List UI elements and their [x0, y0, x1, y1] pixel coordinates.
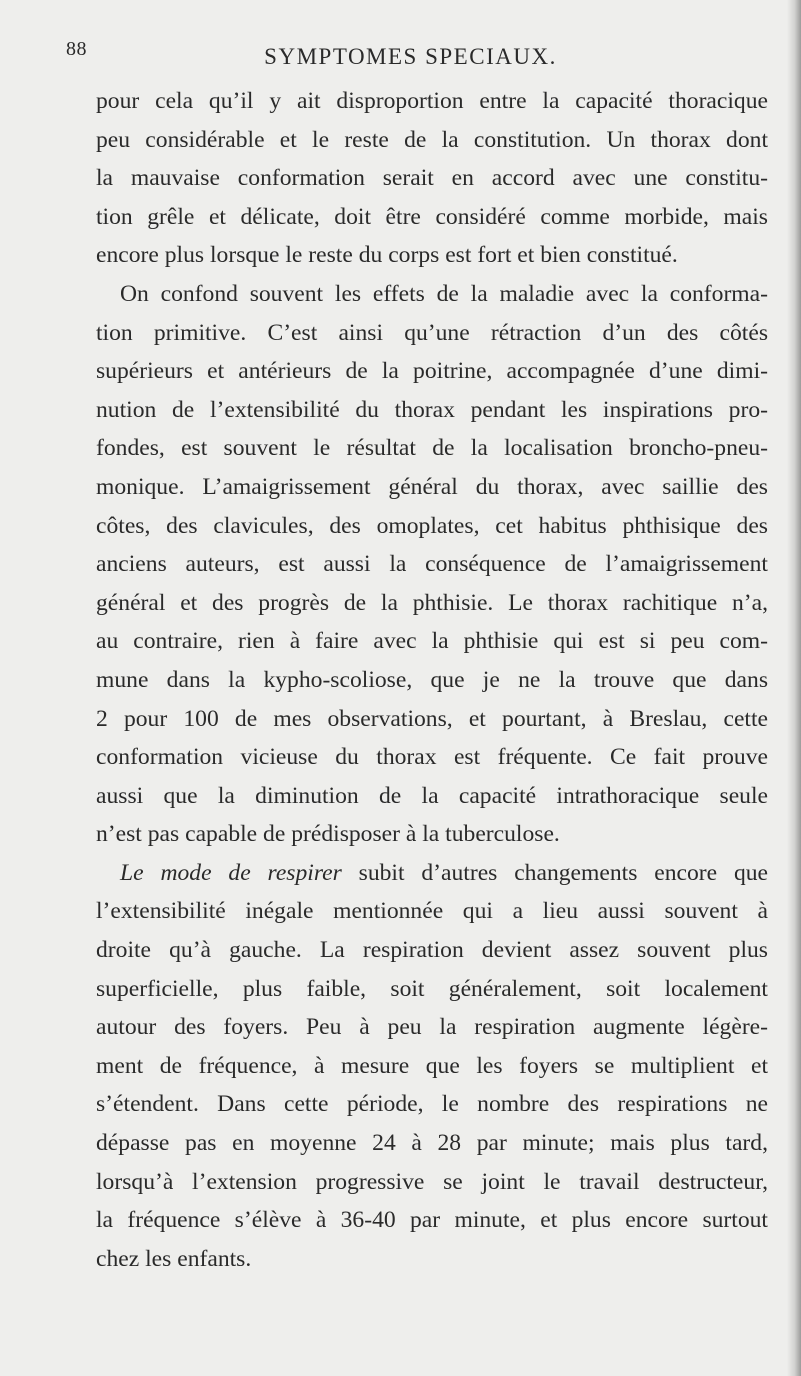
text-line: droite qu’à gauche. La respiration devient assez souvent plus: [96, 937, 768, 964]
page-number: 88: [66, 38, 87, 60]
text-line: anciens auteurs, est aussi la conséquence de l’amaigrissement: [96, 551, 768, 578]
text-line: 2 pour 100 de mes observations, et pourtant, à Breslau, cette: [96, 705, 768, 732]
running-head: SYMPTOMES SPECIAUX.: [264, 44, 557, 69]
text-line: chez les enfants.: [96, 1245, 252, 1272]
text-line: tion primitive. C’est ainsi qu’une rétraction d’un des côtés: [96, 319, 768, 346]
text-line: conformation vicieuse du thorax est fréquente. Ce fait prouve: [96, 744, 768, 771]
text-line: côtes, des clavicules, des omoplates, cet habitus phthisique des: [96, 512, 768, 539]
text-line: pour cela qu’il y ait disproportion entre la capacité thoracique: [96, 88, 768, 114]
text-line: au contraire, rien à faire avec la phthisie qui est si peu com-: [96, 628, 768, 655]
text-line: la mauvaise conformation serait en accord avec une constitu-: [96, 165, 768, 192]
page-edge-shadow: [787, 0, 801, 1376]
text-line: dépasse pas en moyenne 24 à 28 par minute; mais plus tard,: [96, 1130, 768, 1157]
italic-lead: Le mode de respirer: [120, 859, 342, 886]
body-text: [96, 82, 768, 1278]
text-line: autour des foyers. Peu à peu la respiration augmente légère-: [96, 1014, 768, 1041]
text-line: l’extensibilité inégale mentionnée qui a lieu aussi souvent à: [96, 898, 768, 925]
text-line: lorsqu’à l’extension progressive se joint le travail destructeur,: [96, 1168, 768, 1195]
text-line: supérieurs et antérieurs de la poitrine, accompagnée d’une dimi-: [96, 358, 768, 385]
text-fragment: subit d’autres changements encore que: [341, 859, 769, 886]
text-line: général et des progrès de la phthisie. Le thorax rachitique n’a,: [96, 589, 768, 616]
text-line: aussi que la diminution de la capacité intrathoracique seule: [96, 782, 768, 809]
text-line: la fréquence s’élève à 36-40 par minute, et plus encore surtout: [96, 1207, 768, 1234]
text-line: nution de l’extensibilité du thorax pendant les inspirations pro-: [96, 396, 768, 423]
text-line: [96, 854, 768, 893]
text-line: superficielle, plus faible, soit généralement, soit localement: [96, 975, 768, 1002]
text-line: tion grêle et délicate, doit être considéré comme morbide, mais: [96, 203, 768, 230]
text-line: n’est pas capable de prédisposer à la tuberculose.: [96, 821, 560, 848]
text-line: ment de fréquence, à mesure que les foyers se multiplient et: [96, 1052, 768, 1079]
text-line: fondes, est souvent le résultat de la localisation broncho-pneu-: [96, 435, 768, 462]
text-line: peu considérable et le reste de la constitution. Un thorax dont: [96, 126, 768, 153]
text-line: On confond souvent les effets de la maladie avec la conforma-: [120, 280, 768, 307]
text-line: mune dans la kypho-scoliose, que je ne la trouve que dans: [96, 666, 768, 693]
text-line: s’étendent. Dans cette période, le nombre des respirations ne: [96, 1091, 768, 1118]
text-line: encore plus lorsque le reste du corps est fort et bien constitué.: [96, 242, 678, 269]
text-line: monique. L’amaigrissement général du thorax, avec saillie des: [96, 473, 768, 500]
